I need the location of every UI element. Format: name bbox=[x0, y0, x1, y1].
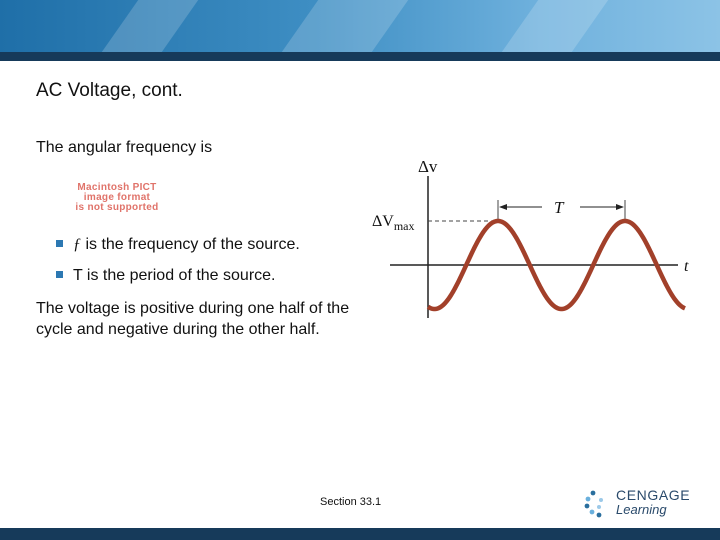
pict-line: Macintosh PICT bbox=[77, 182, 157, 193]
bullet-item bbox=[56, 236, 300, 254]
banner-facet bbox=[282, 0, 408, 52]
brand-name: CENGAGE bbox=[616, 487, 691, 503]
pict-line: image format bbox=[83, 192, 151, 203]
cengage-dots-icon bbox=[584, 487, 614, 519]
t-axis-label: t bbox=[684, 258, 689, 275]
intro-text: The angular frequency is bbox=[36, 139, 213, 156]
amplitude-label bbox=[372, 213, 415, 233]
amplitude-label-main: ΔV bbox=[372, 213, 394, 230]
banner-facet bbox=[502, 0, 608, 52]
pict-line: is not supported bbox=[75, 202, 159, 213]
slide-title: AC Voltage, cont. bbox=[36, 80, 183, 101]
ac-voltage-graph bbox=[360, 150, 700, 322]
bullet-text: is the frequency of the source. bbox=[81, 236, 300, 253]
brand-subname: Learning bbox=[616, 502, 667, 517]
period-arrowhead-left bbox=[499, 204, 507, 210]
frequency-symbol: ƒ bbox=[73, 236, 81, 253]
footer-bar bbox=[0, 528, 720, 540]
header-banner bbox=[0, 0, 720, 52]
section-label: Section 33.1 bbox=[320, 496, 382, 508]
amplitude-label-sub: max bbox=[393, 219, 415, 233]
bullet-square-icon bbox=[56, 240, 63, 247]
period-arrowhead-right bbox=[616, 204, 624, 210]
pict-placeholder bbox=[58, 183, 176, 213]
bullet-square-icon bbox=[56, 271, 63, 278]
period-label: T bbox=[554, 198, 564, 217]
banner-facet bbox=[102, 0, 198, 52]
bullet-text: T is the period of the source. bbox=[73, 267, 276, 284]
bullet-item bbox=[56, 267, 275, 285]
body-paragraph: The voltage is positive during one half of the cycle and negative during the other half. bbox=[36, 300, 350, 338]
cengage-logo bbox=[584, 487, 696, 519]
y-axis-label: Δv bbox=[418, 157, 438, 176]
header-rule bbox=[0, 52, 720, 61]
